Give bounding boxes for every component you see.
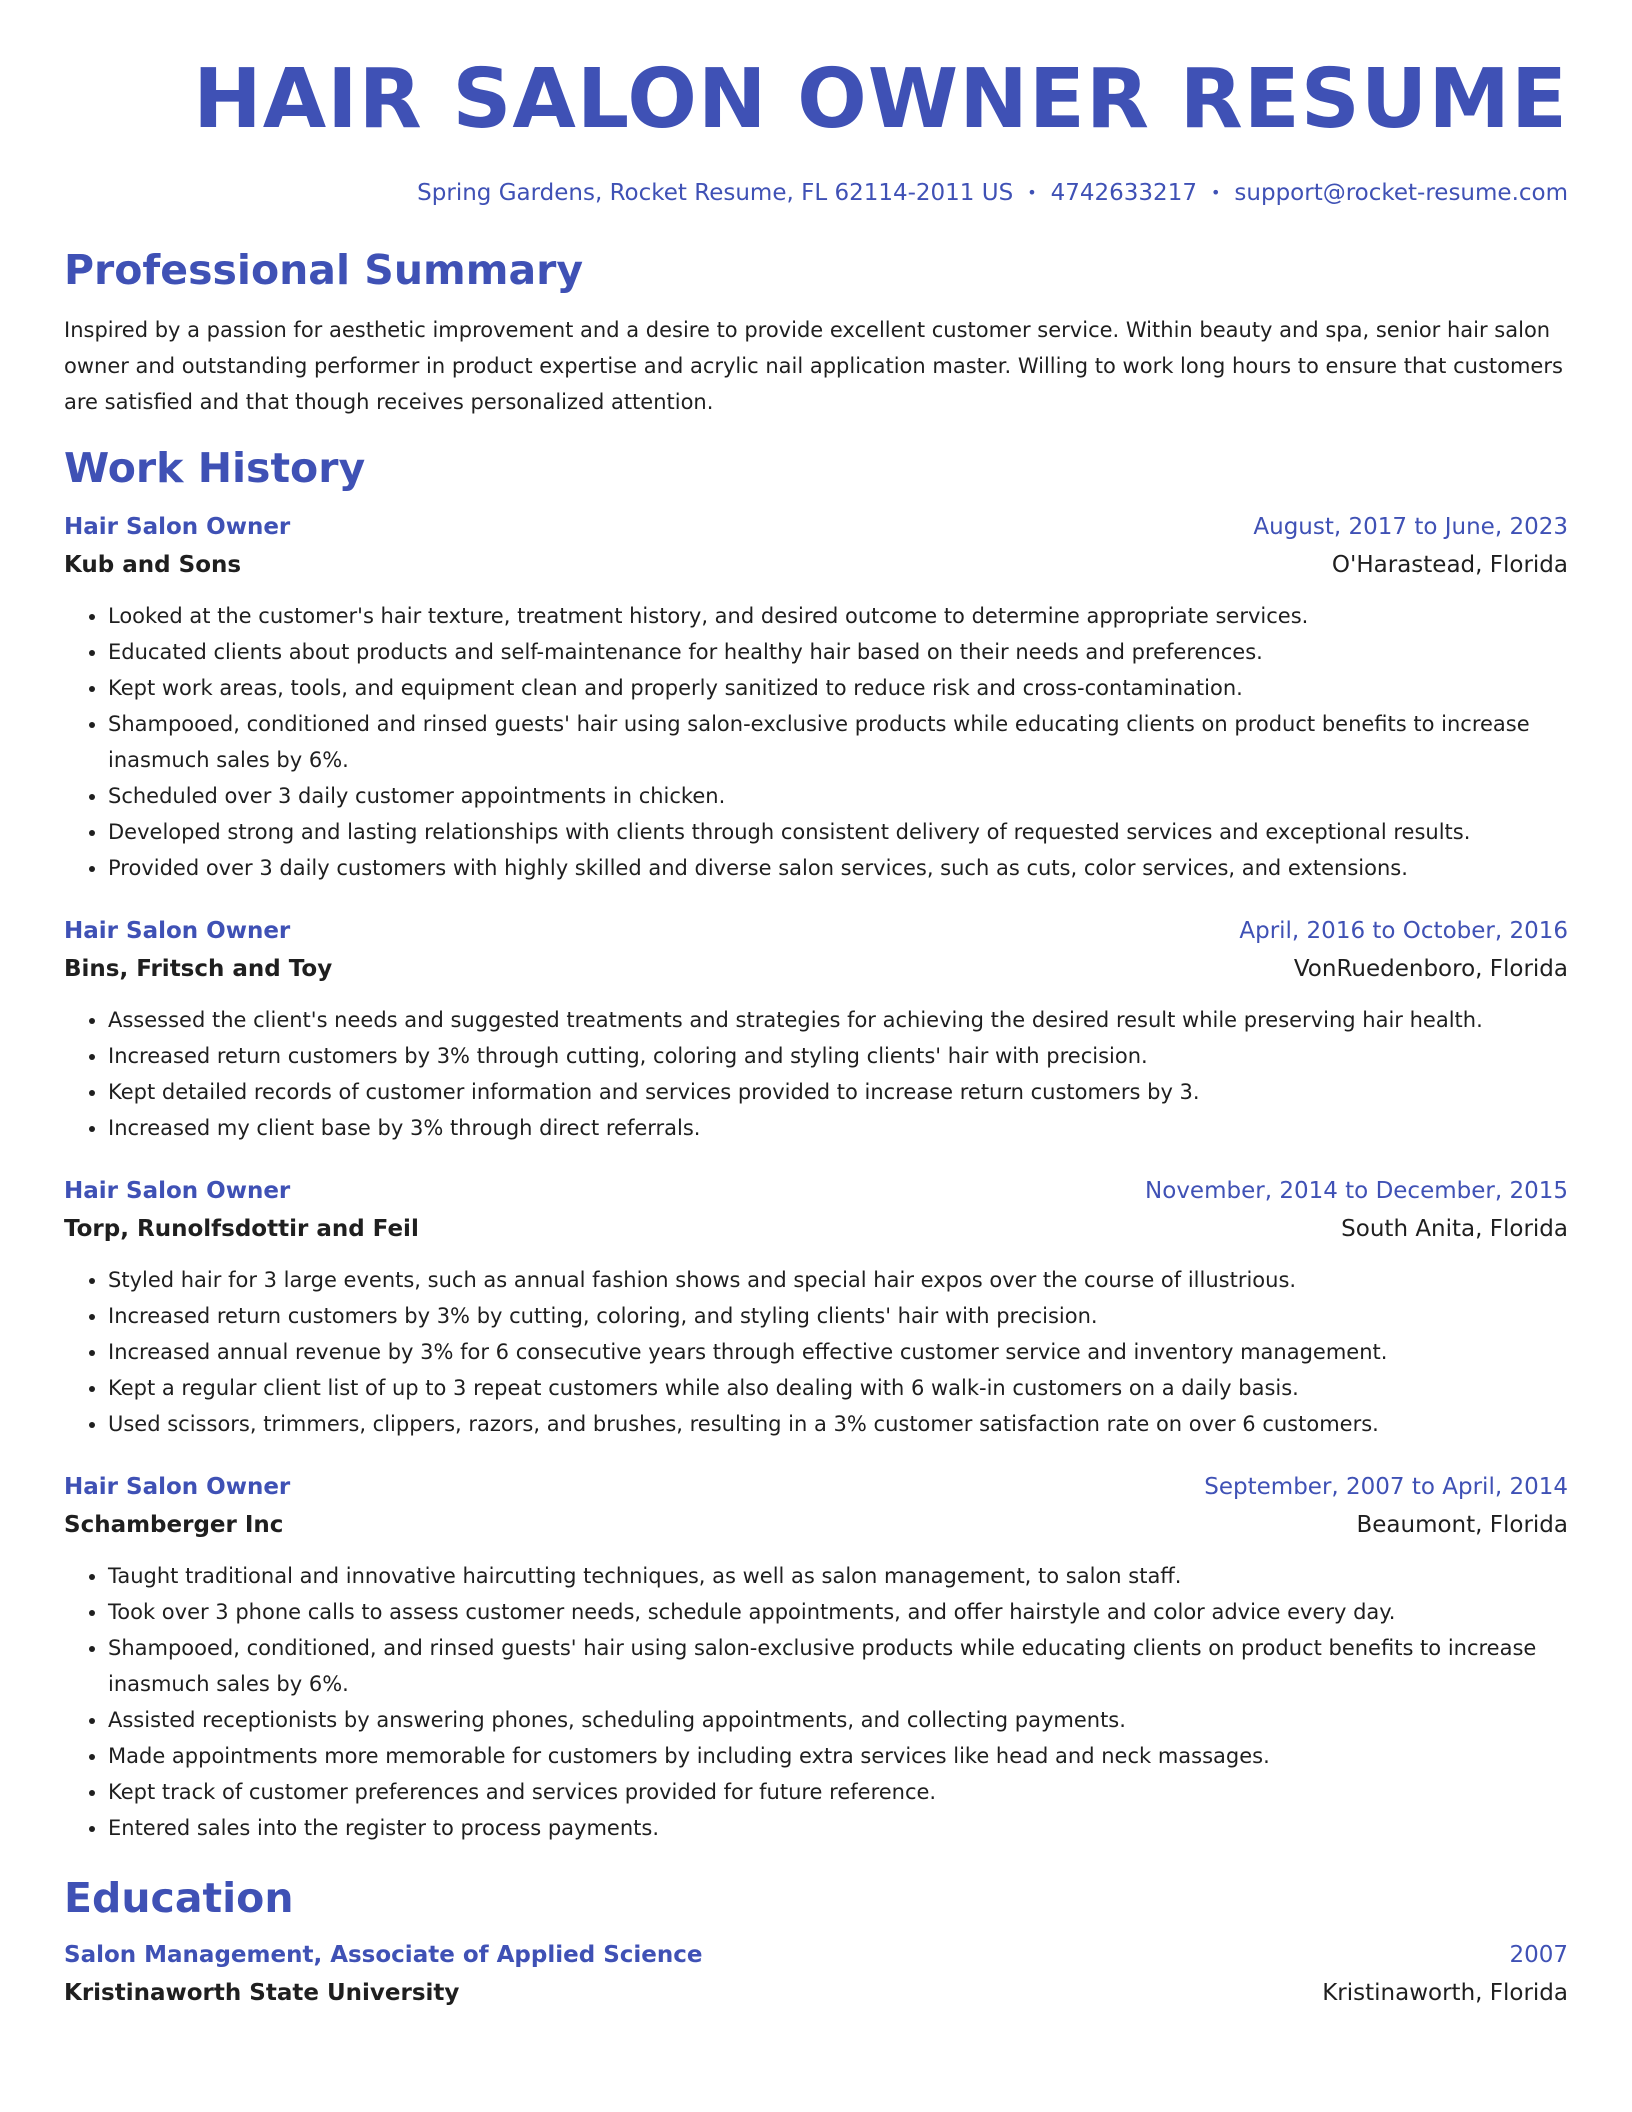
job-bullets	[64, 1002, 1568, 1146]
contact-line	[64, 180, 1568, 206]
job-role: Hair Salon Owner	[64, 514, 291, 540]
job-company: Schamberger Inc	[64, 1512, 284, 1538]
education-school: Kristinaworth State University	[64, 1980, 460, 2006]
education-entry	[64, 1936, 1568, 2012]
job-entry	[64, 508, 1568, 886]
education-year: 2007	[1509, 1942, 1568, 1968]
job-bullet: • Increased my client base by 3% through direct referrals.	[108, 1110, 1568, 1146]
job-role: Hair Salon Owner	[64, 1474, 291, 1500]
work-history-heading: Work History	[64, 444, 366, 492]
contact-email[interactable]: support@rocket-resume.com	[1234, 180, 1568, 206]
job-bullet: • Assessed the client's needs and suggested treatments and strategies for achieving the desired result while preserving hair health.	[108, 1002, 1568, 1038]
job-bullet: • Scheduled over 3 daily customer appointments in chicken.	[108, 778, 1568, 814]
contact-separator: •	[1027, 183, 1037, 202]
contact-address: Spring Gardens, Rocket Resume, FL 62114-2011 US	[417, 180, 1014, 206]
job-location: Beaumont, Florida	[1356, 1512, 1568, 1538]
job-bullet: • Taught traditional and innovative haircutting techniques, as well as salon management, to salon staff.	[108, 1558, 1568, 1594]
job-company: Torp, Runolfsdottir and Feil	[64, 1216, 419, 1242]
job-bullet: • Educated clients about products and self-maintenance for healthy hair based on their needs and preferences.	[108, 634, 1568, 670]
job-bullet: • Increased return customers by 3% by cutting, coloring, and styling clients' hair with precision.	[108, 1298, 1568, 1334]
job-bullet: • Styled hair for 3 large events, such as annual fashion shows and special hair expos over the course of illustrious.	[108, 1262, 1568, 1298]
job-entry	[64, 912, 1568, 1146]
job-bullets	[64, 1262, 1568, 1442]
resume-title: HAIR SALON OWNER RESUME	[193, 52, 1568, 147]
job-bullet: • Increased annual revenue by 3% for 6 consecutive years through effective customer service and inventory management.	[108, 1334, 1568, 1370]
contact-phone[interactable]: 4742633217	[1050, 180, 1197, 206]
job-bullet: • Made appointments more memorable for customers by including extra services like head and neck massages.	[108, 1738, 1568, 1774]
contact-separator: •	[1210, 183, 1221, 202]
job-bullet: • Entered sales into the register to process payments.	[108, 1810, 1568, 1846]
job-bullet: • Looked at the customer's hair texture, treatment history, and desired outcome to determine appropriate services.	[108, 598, 1568, 634]
job-role: Hair Salon Owner	[64, 1178, 291, 1204]
job-bullet: • Developed strong and lasting relationships with clients through consistent delivery of requested services and exceptional results.	[108, 814, 1568, 850]
job-bullet: • Kept a regular client list of up to 3 repeat customers while also dealing with 6 walk-in customers on a daily basis.	[108, 1370, 1568, 1406]
job-bullet: • Assisted receptionists by answering phones, scheduling appointments, and collecting payments.	[108, 1702, 1568, 1738]
job-company: Kub and Sons	[64, 552, 242, 578]
job-bullet: • Provided over 3 daily customers with highly skilled and diverse salon services, such as cuts, color services, and extensions.	[108, 850, 1568, 886]
job-bullet: • Kept work areas, tools, and equipment clean and properly sanitized to reduce risk and cross-contamination.	[108, 670, 1568, 706]
job-entry	[64, 1172, 1568, 1442]
summary-heading: Professional Summary	[64, 246, 584, 294]
education-heading: Education	[64, 1874, 294, 1922]
job-dates: April, 2016 to October, 2016	[1239, 918, 1568, 944]
job-location: VonRuedenboro, Florida	[1293, 956, 1568, 982]
education-location: Kristinaworth, Florida	[1322, 1980, 1568, 2006]
job-bullets	[64, 598, 1568, 886]
job-entry	[64, 1468, 1568, 1846]
job-bullet: • Shampooed, conditioned, and rinsed guests' hair using salon-exclusive products while educating clients on product benefits to increase inasmuch sales by 6%.	[108, 1630, 1568, 1702]
education-degree: Salon Management, Associate of Applied Science	[64, 1942, 703, 1968]
job-bullets	[64, 1558, 1568, 1846]
job-bullet: • Used scissors, trimmers, clippers, razors, and brushes, resulting in a 3% customer satisfaction rate on over 6 customers.	[108, 1406, 1568, 1442]
job-location: South Anita, Florida	[1341, 1216, 1568, 1242]
job-bullet: • Shampooed, conditioned and rinsed guests' hair using salon-exclusive products while educating clients on product benefits to increase inasmuch sales by 6%.	[108, 706, 1568, 778]
summary-text: Inspired by a passion for aesthetic improvement and a desire to provide excellent customer service. Within beauty and spa, senior hair salon owner and outstanding performer in product expertise and acrylic nail application master. Willing to work long hours to ensure that customers are satisfied and that though receives personalized attention.	[64, 318, 1563, 414]
job-dates: September, 2007 to April, 2014	[1204, 1474, 1568, 1500]
job-role: Hair Salon Owner	[64, 918, 291, 944]
job-company: Bins, Fritsch and Toy	[64, 956, 333, 982]
job-bullet: • Increased return customers by 3% through cutting, coloring and styling clients' hair with precision.	[108, 1038, 1568, 1074]
job-bullet: • Kept track of customer preferences and services provided for future reference.	[108, 1774, 1568, 1810]
job-bullet: • Kept detailed records of customer information and services provided to increase return customers by 3.	[108, 1074, 1568, 1110]
work-history-list	[64, 508, 1568, 1846]
job-dates: August, 2017 to June, 2023	[1253, 514, 1568, 540]
job-location: O'Harastead, Florida	[1331, 552, 1568, 578]
job-bullet: • Took over 3 phone calls to assess customer needs, schedule appointments, and offer hairstyle and color advice every day.	[108, 1594, 1568, 1630]
job-dates: November, 2014 to December, 2015	[1145, 1178, 1568, 1204]
